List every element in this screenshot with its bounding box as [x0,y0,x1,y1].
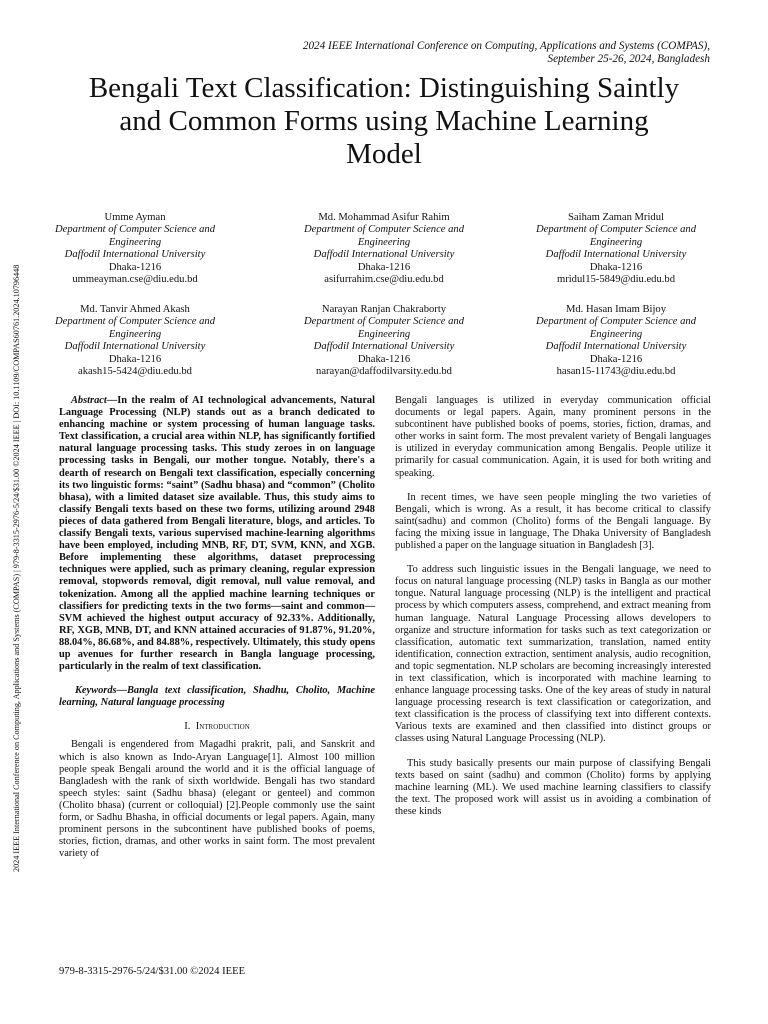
author-name: Umme Ayman [104,212,166,223]
conference-header [150,40,710,66]
author-univ: Daffodil International University [545,341,687,353]
author-block [35,304,235,378]
author-dept: Engineering [589,328,643,340]
author-block [516,304,716,378]
conference-line-1: 2024 IEEE International Conference on Computing, Applications and Systems (COMPAS), [302,40,710,52]
author-univ: Daffodil International University [313,249,455,261]
author-city: Dhaka-1216 [108,353,162,365]
author-email[interactable]: akash15-5424@diu.edu.bd [78,366,192,378]
author-email[interactable]: narayan@daffodilvarsity.edu.bd [316,366,452,378]
doi-sidebar-text: 2024 IEEE International Conference on Computing, Applications and Systems (COMPAS) | 979-8-3315-2976-5/24/$31.00 ©2024 IEEE | DOI: 10.1109/COMPAS60761.2024.10796448 [12,264,21,872]
author-name: Saiham Zaman Mridul [568,212,664,223]
author-dept: Department of Computer Science and [535,224,697,236]
author-dept: Engineering [357,236,411,248]
author-dept: Department of Computer Science and [303,224,465,236]
author-block [35,212,235,286]
author-block [284,212,484,286]
abstract-label: Abstract— [71,395,118,406]
left-column [59,395,375,860]
author-block [516,212,716,286]
keywords: Keywords—Bangla text classification, Shadhu, Cholito, Machine learning, Natural language processing [59,685,375,709]
author-name: Narayan Ranjan Chakraborty [321,304,447,315]
author-email[interactable]: ummeayman.cse@diu.edu.bd [72,274,198,286]
author-email[interactable]: hasan15-11743@diu.edu.bd [556,366,676,378]
intro-paragraph: Bengali is engendered from Magadhi prakrit, pali, and Sanskrit and which is also known as Indo-Aryan Language[1]. Almost 100 million people speak Bengali around the world and it is the official language of Bangladesh with the rank of sixth worldwide. Bengali has two standard speech styles: saint (Sadhu bhasa) (elegant or genteel) and common (Cholito bhasa) (current or colloquial) [2].People commonly use the saint form, or Sadhu Bhasha, in official documents or legal papers. Again, many prominent persons in the subcontinent have published books of poems, stories, fiction, dramas, and other works in saint form. The most prevalent variety of [59,739,375,860]
author-univ: Daffodil International University [64,341,206,353]
author-name: Md. Tanvir Ahmed Akash [80,304,190,315]
author-dept: Department of Computer Science and [535,316,697,328]
body-paragraph: This study basically presents our main purpose of classifying Bengali texts based on saint (sadhu) and common (Cholito) forms by applying machine learning (ML). We used machine learning classifiers to classify the text. The proposed work will assist us in avoiding a combination of these kinds [395,757,711,817]
abstract [59,395,375,673]
title-line-1: Bengali Text Classification: Distinguishing Saintly [88,72,680,104]
author-dept: Engineering [357,328,411,340]
title-line-2: and Common Forms using Machine Learning [119,105,649,137]
section-title: Introduction [195,721,250,733]
author-dept: Department of Computer Science and [54,316,216,328]
author-dept: Department of Computer Science and [54,224,216,236]
body-paragraph: To address such linguistic issues in the Bengali language, we need to focus on natural language processing (NLP) tasks in Bangla as our mother tongue. Natural language processing (NLP) is the intelligent and practical process by which computers assess, comprehend, and extract meaning from human language. Natural Language Processing allows developers to organize and structure information for tasks such as text categorization or classification, automatic text summarization, translation, named entity identification, connection extraction, sentiment analysis, audio recognition, and topic segmentation. NLP scholars are becoming increasingly interested in text classification, which is incorporated with machine learning to enhance language processing tasks. One of the key areas of study in natural language processing research is text classification or categorization, and text classification is the process of classifying text into different contexts. Various texts are examined and then classified into distinct groups or classes using Natural Language Processing (NLP). [395,564,711,745]
author-email[interactable]: asifurrahim.cse@diu.edu.bd [324,274,444,286]
author-dept: Engineering [108,236,162,248]
author-name: Md. Hasan Imam Bijoy [565,304,667,315]
author-dept: Engineering [108,328,162,340]
right-column [395,395,711,818]
author-block [284,304,484,378]
section-number: I. [184,721,191,733]
author-dept: Engineering [589,236,643,248]
author-dept: Department of Computer Science and [303,316,465,328]
body-paragraph: Bengali languages is utilized in everyday communication official documents or legal papers. Again, many prominent persons in the subcontinent have published books of poems, stories, fiction, dramas, and other works in saint form. The most prevalent variety of Bengali languages is utilized in everyday communication among Bengalis. People utilize it primarily for casual communication. Again, it is used for both writing and speaking. [395,395,711,479]
author-name: Md. Mohammad Asifur Rahim [318,212,450,223]
conference-line-2: September 25-26, 2024, Bangladesh [547,53,710,65]
copyright-footer: 979-8-3315-2976-5/24/$31.00 ©2024 IEEE [59,966,246,977]
author-city: Dhaka-1216 [357,353,411,365]
author-city: Dhaka-1216 [589,353,643,365]
section-heading [59,721,375,733]
paper-title [50,72,718,171]
author-univ: Daffodil International University [64,249,206,261]
author-city: Dhaka-1216 [357,261,411,273]
author-email[interactable]: mridul15-5849@diu.edu.bd [556,274,676,286]
doi-sidebar [9,152,25,872]
author-univ: Daffodil International University [313,341,455,353]
title-line-3: Model [346,138,422,170]
body-paragraph: In recent times, we have seen people mingling the two varieties of Bengali, which is wrong. As a result, it has become critical to classify saint(sadhu) and common (Cholito) forms of the Bengali language. By facing the mixing issue in language, The Dhaka University of Bangladesh published a paper on the language situation in Bangladesh [3]. [395,491,711,552]
author-city: Dhaka-1216 [589,261,643,273]
abstract-text: In the realm of AI technological advancements, Natural Language Processing (NLP) stands out as a branch dedicated to enhancing machine or system processing of human language tasks. Text classification, a crucial area within NLP, has significantly fortified natural language processing tasks. This study zeroes in on language processing tasks in Bengali, our mother tongue. Notably, there's a dearth of research on Bengali text classification, especially concerning its two linguistic forms: “saint” (Sadhu bhasa) and “common” (Cholito bhasa), with a limited dataset size available. Thus, this study aims to classify Bengali texts based on these two forms, utilizing around 2948 pieces of data gathered from Bengali literature, blogs, and articles. To classify Bengali texts, various supervised machine-learning algorithms have been employed, including MNB, RF, DT, SVM, KNN, and XGB. Before implementing these algorithms, dataset preprocessing techniques were applied, such as primary cleaning, regular expression removal, stopwords removal, digit removal, null value removal, and tokenization. Among all the applied machine learning techniques or classifiers for predicting texts in the two forms—saint and common—SVM achieved the highest output accuracy of 92.33%. Additionally, RF, XGB, MNB, DT, and KNN attained accuracies of 91.87%, 91.20%, 88.04%, 86.68%, and 84.88%, respectively. Ultimately, this study opens up avenues for further research in Bangla language processing, particularly in the realm of text classification. [59,395,375,673]
author-city: Dhaka-1216 [108,261,162,273]
author-univ: Daffodil International University [545,249,687,261]
